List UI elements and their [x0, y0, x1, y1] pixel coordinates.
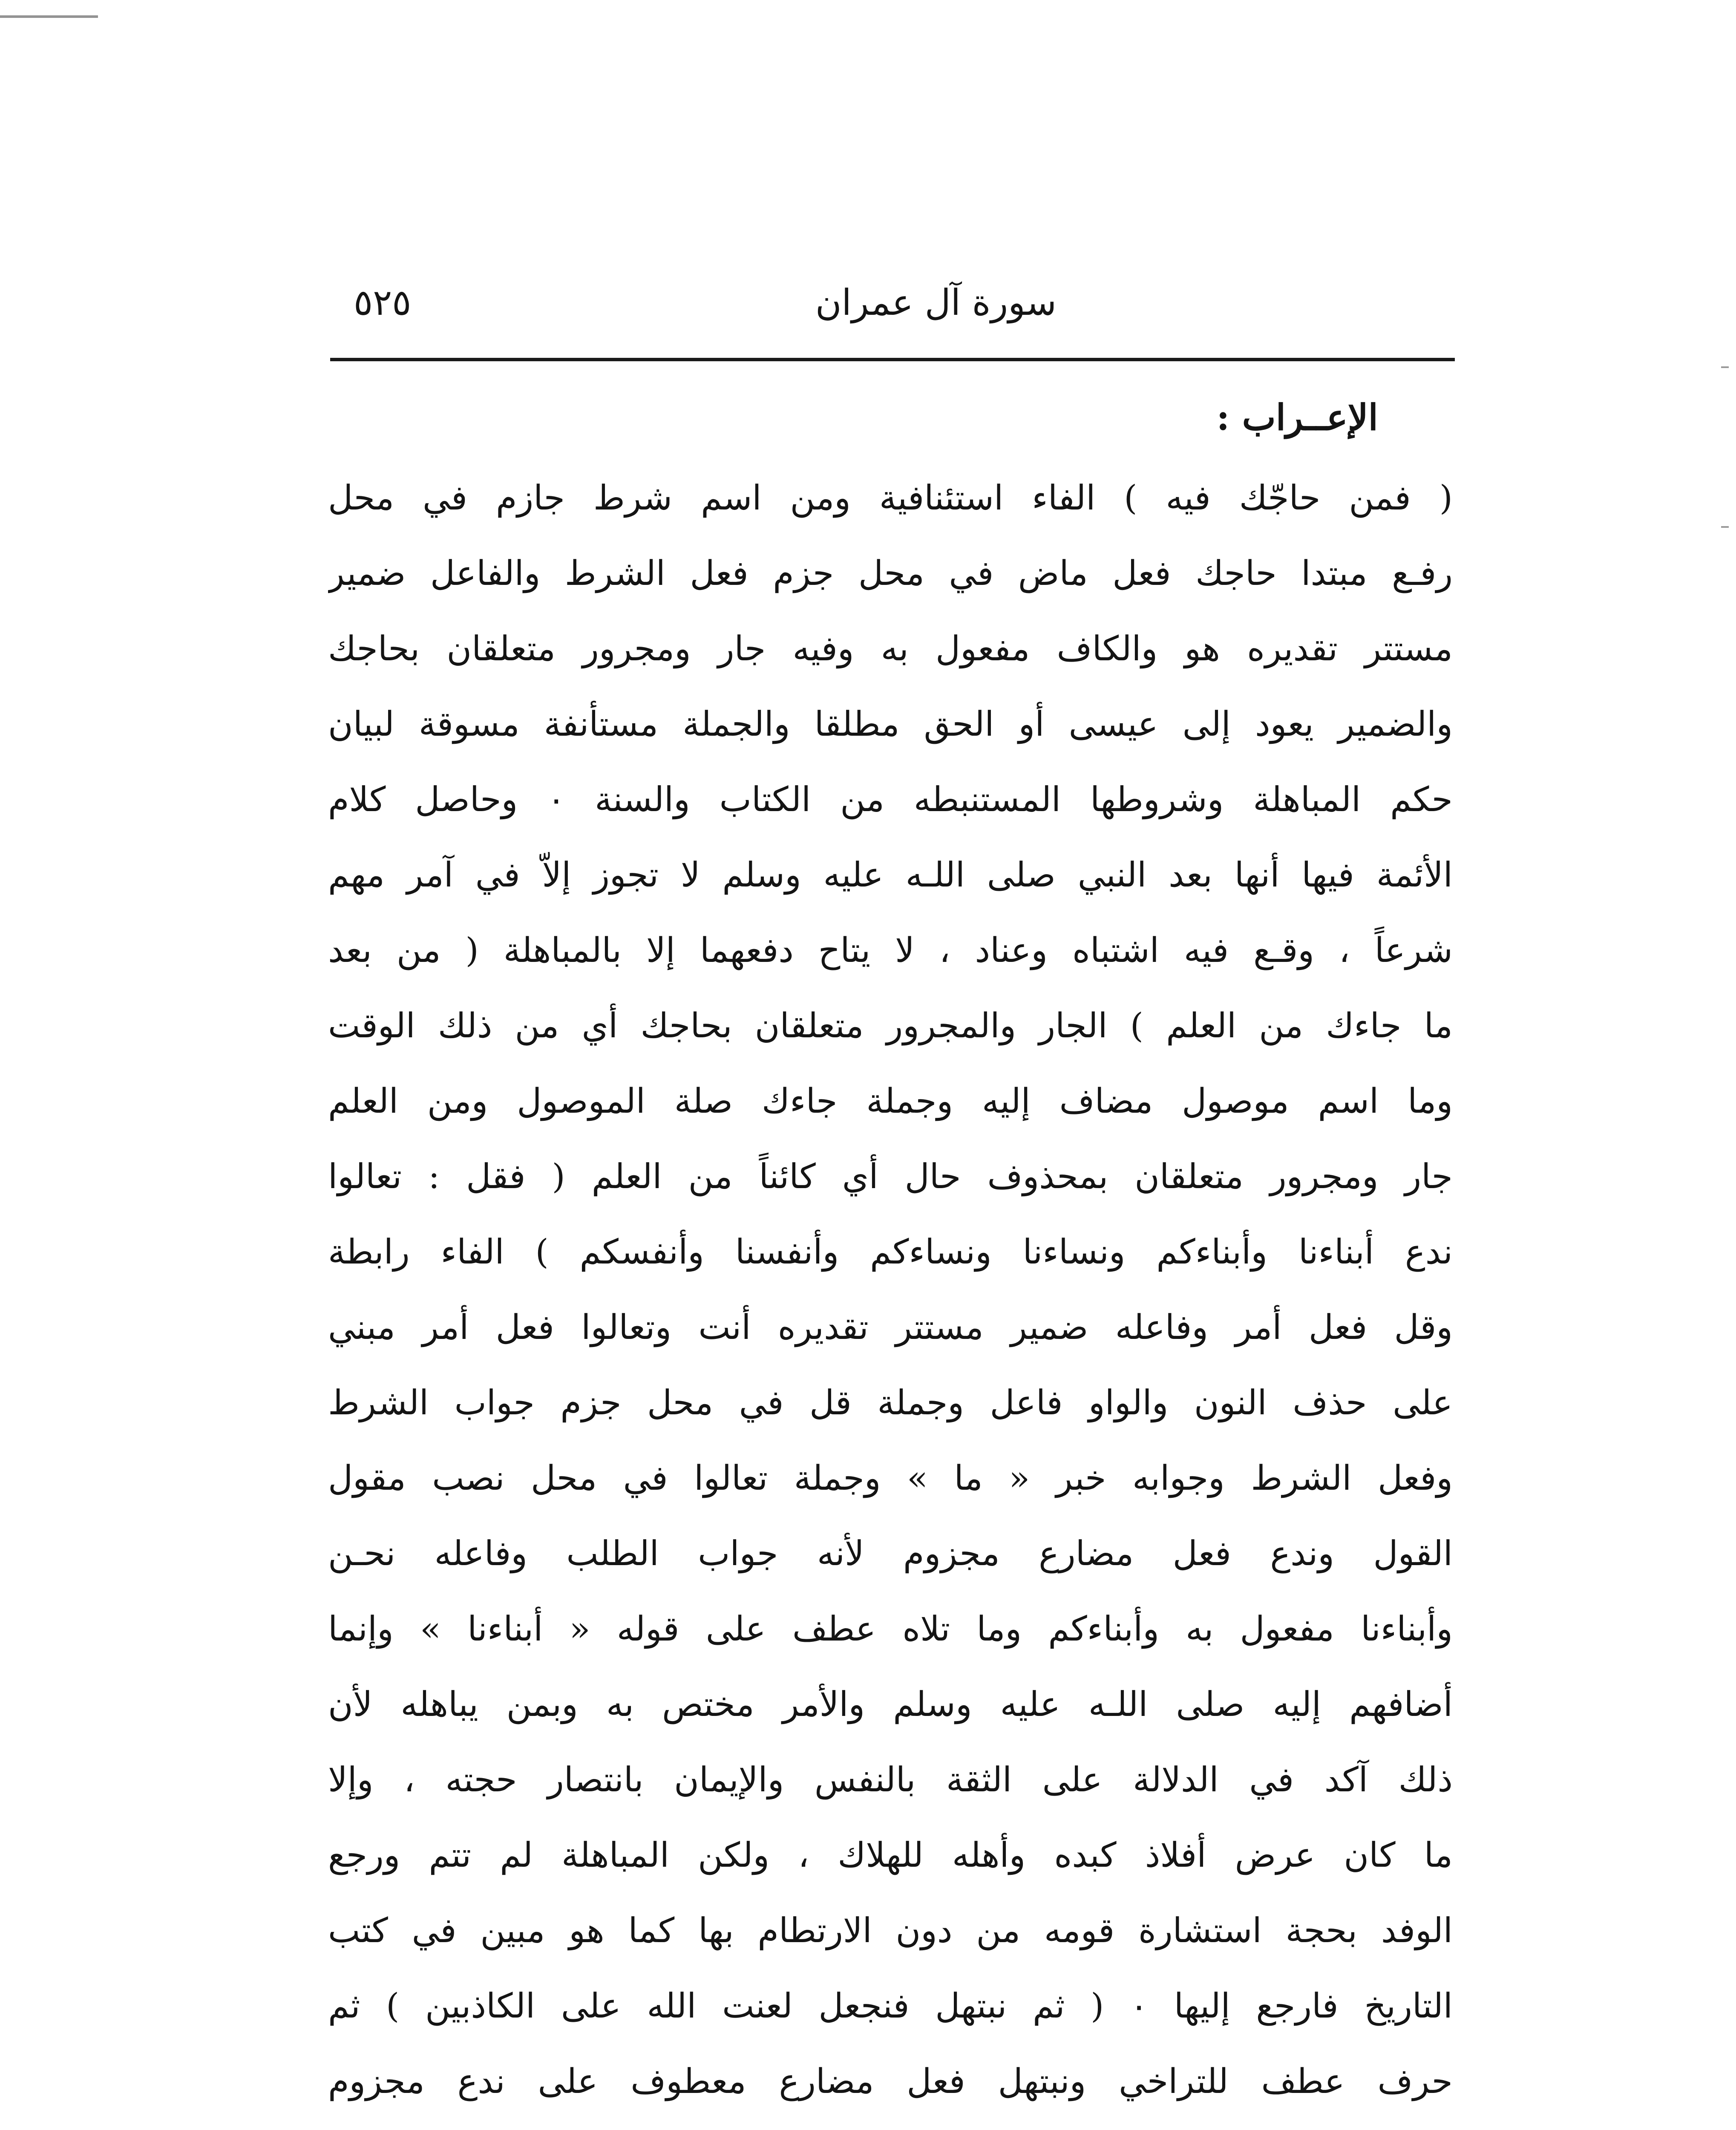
running-header: [332, 273, 1453, 332]
text-line: ما جاءك من العلم ) الجار والمجرور متعلقان بحاجك أي من ذلك الوقت: [328, 1006, 1453, 1045]
scan-artifact: [1721, 366, 1729, 368]
surah-title: سورة آل عمران: [815, 282, 1057, 323]
text-line: التاريخ فارجع إليها ٠ ( ثم نبتهل فنجعل لعنت الله على الكاذبين ) ثم: [328, 1986, 1453, 2026]
section-heading: الإعــراب :: [1216, 396, 1378, 438]
text-line: ( فمن حاجّك فيه ) الفاء استئنافية ومن اسم شرط جازم في محل: [328, 478, 1453, 518]
text-line: على حذف النون والواو فاعل وجملة قل في محل جزم جواب الشرط: [328, 1383, 1453, 1422]
text-line: وفعل الشرط وجوابه خبر « ما » وجملة تعالوا في محل نصب مقول: [328, 1458, 1453, 1498]
text-line: حرف عطف للتراخي ونبتهل فعل مضارع معطوف على ندع مجزوم: [328, 2061, 1453, 2101]
header-rule: [330, 358, 1455, 361]
text-line: الوفد بحجة استشارة قومه من دون الارتطام بها كما هو مبين في كتب: [328, 1911, 1453, 1950]
text-line: [328, 2119, 1453, 2130]
text-line: جار ومجرور متعلقان بمحذوف حال أي كائناً من العلم ( فقل : تعالوا: [328, 1157, 1453, 1196]
text-line: ما كان عرض أفلاذ كبده وأهله للهلاك ، ولكن المباهلة لم تتم ورجع: [328, 1835, 1453, 1875]
page-number: ٥٢٥: [354, 282, 412, 323]
text-line: والضمير يعود إلى عيسى أو الحق مطلقا والجملة مستأنفة مسوقة لبيان: [328, 704, 1453, 744]
text-line: الأئمة فيها أنها بعد النبي صلى اللـه عليه وسلم لا تجوز إلاّ في آمر مهم: [328, 855, 1453, 895]
text-line: رفـع مبتدا حاجك فعل ماض في محل جزم فعل الشرط والفاعل ضمير: [328, 553, 1453, 593]
text-line: القول وندع فعل مضارع مجزوم لأنه جواب الطلب وفاعله نحـن: [328, 1534, 1453, 1573]
text-line: ذلك آكد في الدلالة على الثقة بالنفس والإيمان بانتصار حجته ، وإلا: [328, 1760, 1453, 1799]
text-line: شرعاً ، وقـع فيه اشتباه وعناد ، لا يتاح دفعهما إلا بالمباهلة ( من بعد: [328, 930, 1453, 970]
scan-artifact: [0, 15, 98, 18]
text-line: وما اسم موصول مضاف إليه وجملة جاءك صلة الموصول ومن العلم: [328, 1081, 1453, 1121]
text-line: أضافهم إليه صلى اللـه عليه وسلم والأمر مختص به وبمن يباهله لأن: [328, 1684, 1453, 1724]
text-line: حكم المباهلة وشروطها المستنبطه من الكتاب والسنة ٠ وحاصل كلام: [328, 780, 1453, 819]
text-line: مستتر تقديره هو والكاف مفعول به وفيه جار ومجرور متعلقان بحاجك: [328, 629, 1453, 668]
text-line: وأبناءنا مفعول به وأبناءكم وما تلاه عطف على قوله « أبناءنا » وإنما: [328, 1609, 1453, 1649]
scan-artifact: [1721, 526, 1729, 528]
text-body: [328, 460, 1453, 2130]
text-line: ندع أبناءنا وأبناءكم ونساءنا ونساءكم وأنفسنا وأنفسكم ) الفاء رابطة: [328, 1232, 1453, 1272]
text-line: وقل فعل أمر وفاعله ضمير مستتر تقديره أنت وتعالوا فعل أمر مبني: [328, 1307, 1453, 1347]
